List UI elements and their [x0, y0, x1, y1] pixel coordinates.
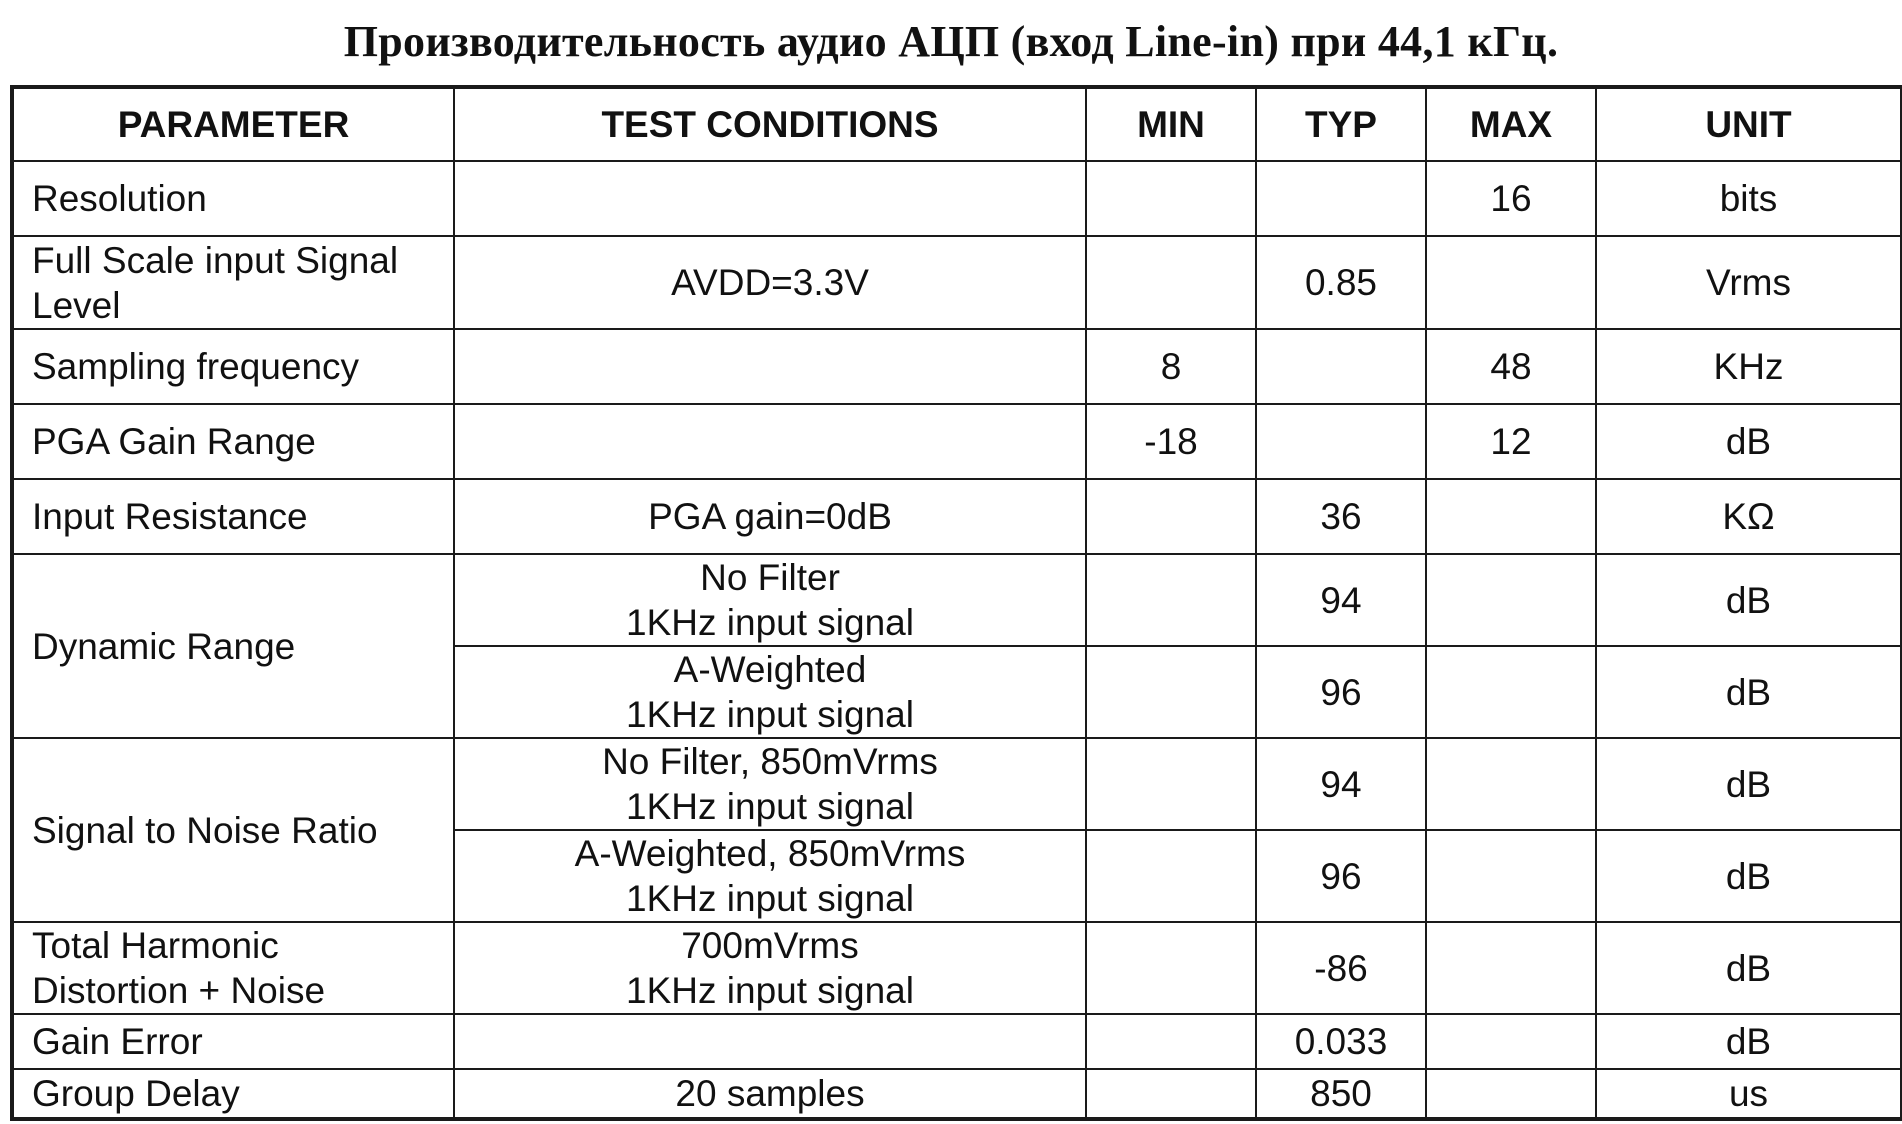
- max-cell: [1426, 738, 1596, 830]
- cond-cell: [454, 404, 1086, 479]
- param-cell: Gain Error: [12, 1014, 454, 1069]
- max-cell: [1426, 646, 1596, 738]
- header-test-conditions: TEST CONDITIONS: [454, 87, 1086, 161]
- table-row: [12, 404, 1902, 479]
- param-cell: Sampling frequency: [12, 329, 454, 404]
- min-cell: [1086, 646, 1256, 738]
- cond-line: 700mVrms: [681, 925, 859, 966]
- header-row: [12, 87, 1902, 161]
- min-cell: [1086, 922, 1256, 1014]
- max-cell: [1426, 479, 1596, 554]
- max-cell: [1426, 922, 1596, 1014]
- cond-line: No Filter: [700, 557, 840, 598]
- header-typ: TYP: [1256, 87, 1426, 161]
- cond-line: 1KHz input signal: [626, 694, 914, 735]
- typ-cell: [1256, 329, 1426, 404]
- typ-cell: 96: [1256, 646, 1426, 738]
- min-cell: [1086, 1014, 1256, 1069]
- table-row: [12, 236, 1902, 329]
- page-title: Производительность аудио АЦП (вход Line-in) при 44,1 кГц.: [343, 17, 1559, 66]
- table-row: [12, 161, 1902, 236]
- unit-cell: dB: [1596, 404, 1902, 479]
- spec-table: [10, 85, 1902, 1121]
- max-cell: [1426, 830, 1596, 922]
- typ-cell: 850: [1256, 1069, 1426, 1119]
- min-cell: [1086, 479, 1256, 554]
- cond-line: A-Weighted, 850mVrms: [574, 833, 966, 874]
- unit-cell: bits: [1596, 161, 1902, 236]
- header-min: MIN: [1086, 87, 1256, 161]
- cond-cell: [454, 646, 1086, 738]
- cond-cell: [454, 922, 1086, 1014]
- table-row: [12, 738, 1902, 830]
- max-cell: 16: [1426, 161, 1596, 236]
- table-row: [12, 329, 1902, 404]
- max-cell: 12: [1426, 404, 1596, 479]
- param-line: Distortion + Noise: [32, 970, 326, 1011]
- param-cell: Dynamic Range: [12, 554, 454, 738]
- typ-cell: 94: [1256, 738, 1426, 830]
- cond-line: 1KHz input signal: [626, 970, 914, 1011]
- max-cell: [1426, 1014, 1596, 1069]
- min-cell: [1086, 161, 1256, 236]
- typ-cell: 94: [1256, 554, 1426, 646]
- typ-cell: -86: [1256, 922, 1426, 1014]
- unit-cell: dB: [1596, 1014, 1902, 1069]
- param-cell: PGA Gain Range: [12, 404, 454, 479]
- unit-cell: KΩ: [1596, 479, 1902, 554]
- param-line: Level: [32, 284, 121, 326]
- max-cell: [1426, 554, 1596, 646]
- cond-cell: [454, 554, 1086, 646]
- cond-line: 1KHz input signal: [626, 602, 914, 643]
- typ-cell: [1256, 161, 1426, 236]
- param-line: Full Scale input Signal: [32, 239, 399, 281]
- unit-cell: us: [1596, 1069, 1902, 1119]
- unit-cell: dB: [1596, 830, 1902, 922]
- max-cell: [1426, 236, 1596, 329]
- param-cell: Input Resistance: [12, 479, 454, 554]
- param-cell: [12, 922, 454, 1014]
- max-cell: [1426, 1069, 1596, 1119]
- typ-cell: 0.033: [1256, 1014, 1426, 1069]
- header-unit: UNIT: [1596, 87, 1902, 161]
- param-cell: [12, 236, 454, 329]
- min-cell: -18: [1086, 404, 1256, 479]
- max-cell: 48: [1426, 329, 1596, 404]
- cond-cell: PGA gain=0dB: [454, 479, 1086, 554]
- min-cell: [1086, 236, 1256, 329]
- cond-cell: [454, 161, 1086, 236]
- cond-cell: [454, 329, 1086, 404]
- table-row: [12, 1069, 1902, 1119]
- param-cell: Resolution: [12, 161, 454, 236]
- cond-line: A-Weighted: [673, 649, 867, 690]
- unit-cell: Vrms: [1596, 236, 1902, 329]
- min-cell: [1086, 554, 1256, 646]
- unit-cell: dB: [1596, 738, 1902, 830]
- cond-line: 1KHz input signal: [626, 878, 914, 919]
- cond-cell: [454, 830, 1086, 922]
- typ-cell: [1256, 404, 1426, 479]
- cond-cell: [454, 1014, 1086, 1069]
- min-cell: [1086, 830, 1256, 922]
- table-row: [12, 922, 1902, 1014]
- typ-cell: 0.85: [1256, 236, 1426, 329]
- param-line: Total Harmonic: [32, 925, 279, 966]
- min-cell: [1086, 1069, 1256, 1119]
- header-max: MAX: [1426, 87, 1596, 161]
- table-row: [12, 1014, 1902, 1069]
- unit-cell: dB: [1596, 554, 1902, 646]
- min-cell: 8: [1086, 329, 1256, 404]
- header-parameter: PARAMETER: [12, 87, 454, 161]
- table-row: [12, 479, 1902, 554]
- param-cell: Group Delay: [12, 1069, 454, 1119]
- table-row: [12, 554, 1902, 646]
- cond-line: No Filter, 850mVrms: [602, 741, 938, 782]
- cond-cell: AVDD=3.3V: [454, 236, 1086, 329]
- unit-cell: KHz: [1596, 329, 1902, 404]
- typ-cell: 36: [1256, 479, 1426, 554]
- param-cell: Signal to Noise Ratio: [12, 738, 454, 922]
- typ-cell: 96: [1256, 830, 1426, 922]
- min-cell: [1086, 738, 1256, 830]
- unit-cell: dB: [1596, 646, 1902, 738]
- cond-cell: [454, 738, 1086, 830]
- cond-cell: 20 samples: [454, 1069, 1086, 1119]
- cond-line: 1KHz input signal: [626, 786, 914, 827]
- unit-cell: dB: [1596, 922, 1902, 1014]
